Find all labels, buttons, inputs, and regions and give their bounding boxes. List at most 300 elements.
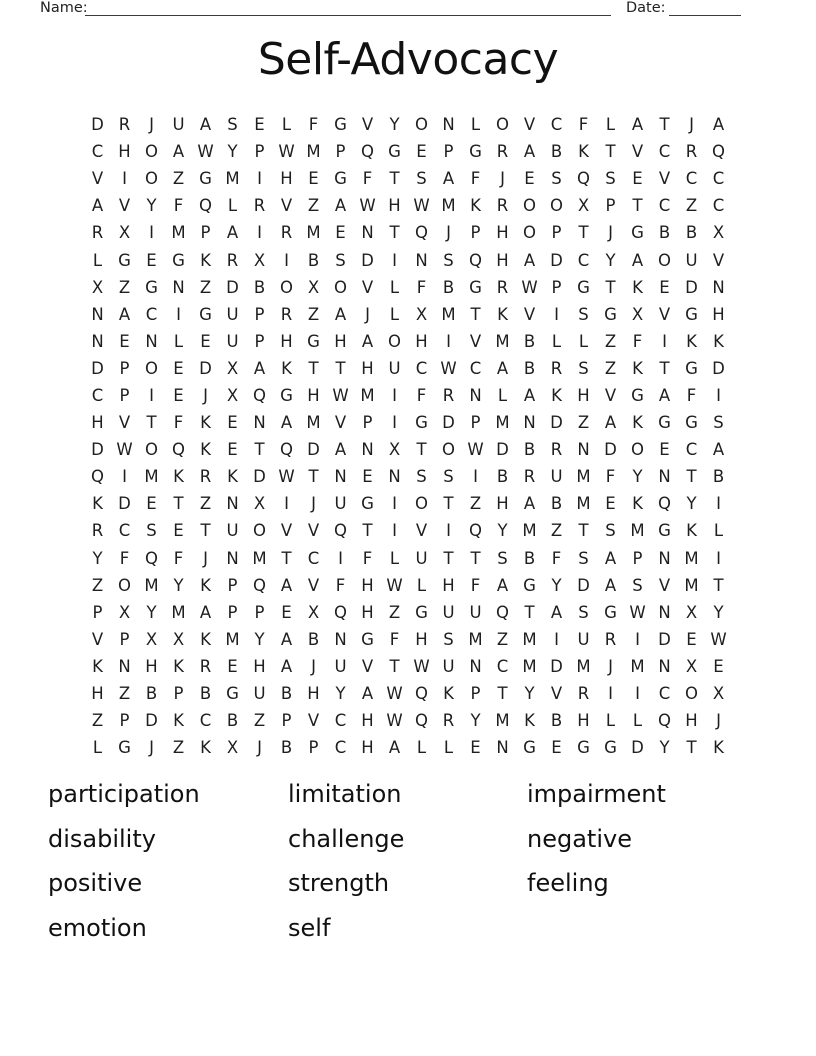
grid-cell: G bbox=[118, 738, 131, 758]
word-list-column bbox=[527, 772, 786, 950]
grid-cell: G bbox=[469, 277, 482, 297]
grid-cell: P bbox=[254, 304, 265, 324]
grid-cell: K bbox=[470, 196, 481, 216]
grid-cell: S bbox=[416, 169, 427, 189]
grid-cell: N bbox=[172, 277, 185, 297]
grid-cell: N bbox=[442, 115, 455, 135]
grid-cell: V bbox=[523, 115, 536, 135]
grid-cell: F bbox=[362, 548, 373, 568]
grid-cell: P bbox=[254, 142, 265, 162]
grid-cell: V bbox=[631, 142, 644, 162]
grid-cell: G bbox=[199, 169, 212, 189]
grid-cell: N bbox=[496, 738, 509, 758]
grid-cell: G bbox=[685, 413, 698, 433]
grid-cell: G bbox=[334, 169, 347, 189]
grid-cell: Y bbox=[335, 684, 346, 704]
grid-cell: F bbox=[308, 115, 319, 135]
grid-cell: A bbox=[604, 413, 617, 433]
grid-cell: E bbox=[227, 656, 238, 676]
grid-cell: V bbox=[118, 413, 131, 433]
grid-cell: Z bbox=[550, 521, 563, 541]
grid-cell: P bbox=[605, 196, 616, 216]
grid-cell: T bbox=[308, 467, 319, 487]
grid-cell: X bbox=[712, 223, 725, 243]
grid-cell: C bbox=[685, 440, 698, 460]
grid-cell: I bbox=[149, 223, 154, 243]
grid-cell: S bbox=[146, 521, 157, 541]
grid-cell: T bbox=[146, 413, 157, 433]
grid-cell: G bbox=[685, 358, 698, 378]
grid-cell: F bbox=[335, 575, 346, 595]
grid-cell: V bbox=[361, 656, 374, 676]
grid-cell: Y bbox=[524, 684, 535, 704]
grid-cell: M bbox=[495, 331, 510, 351]
grid-cell: I bbox=[284, 494, 289, 514]
grid-cell: L bbox=[389, 304, 400, 324]
grid-cell: M bbox=[576, 656, 591, 676]
grid-cell: N bbox=[658, 467, 671, 487]
grid-cell: K bbox=[632, 277, 643, 297]
grid-cell: D bbox=[442, 413, 455, 433]
grid-cell: O bbox=[523, 223, 536, 243]
grid-cell: M bbox=[441, 196, 456, 216]
grid-cell: C bbox=[91, 142, 104, 162]
grid-cell: G bbox=[145, 277, 158, 297]
grid-cell: N bbox=[469, 656, 482, 676]
grid-cell: Z bbox=[253, 711, 266, 731]
grid-cell: K bbox=[92, 656, 103, 676]
grid-cell: Z bbox=[307, 196, 320, 216]
grid-cell: A bbox=[334, 304, 347, 324]
grid-cell: L bbox=[578, 331, 589, 351]
grid-cell: S bbox=[605, 169, 616, 189]
grid-cell: A bbox=[334, 440, 347, 460]
grid-cell: Q bbox=[172, 440, 185, 460]
grid-cell: D bbox=[145, 711, 158, 731]
grid-cell: C bbox=[118, 521, 131, 541]
grid-cell: T bbox=[605, 277, 616, 297]
grid-cell: H bbox=[496, 250, 509, 270]
grid-cell: C bbox=[307, 548, 320, 568]
grid-cell: I bbox=[257, 223, 262, 243]
grid-cell: T bbox=[389, 169, 400, 189]
grid-cell: H bbox=[145, 656, 158, 676]
word-list-item: challenge bbox=[288, 824, 405, 853]
grid-cell: T bbox=[389, 656, 400, 676]
grid-cell: E bbox=[173, 521, 184, 541]
grid-cell: N bbox=[658, 602, 671, 622]
grid-cell: N bbox=[577, 440, 590, 460]
grid-cell: H bbox=[361, 358, 374, 378]
grid-cell: M bbox=[630, 656, 645, 676]
grid-cell: O bbox=[442, 440, 455, 460]
grid-cell: L bbox=[416, 575, 427, 595]
grid-cell: L bbox=[443, 738, 454, 758]
grid-cell: G bbox=[604, 304, 617, 324]
grid-cell: H bbox=[388, 196, 401, 216]
grid-cell: P bbox=[119, 358, 130, 378]
grid-cell: U bbox=[577, 629, 590, 649]
grid-cell: T bbox=[443, 494, 454, 514]
grid-cell: C bbox=[685, 169, 698, 189]
grid-cell: G bbox=[631, 223, 644, 243]
grid-cell: Q bbox=[415, 223, 428, 243]
grid-cell: Y bbox=[686, 494, 697, 514]
grid-cell: A bbox=[226, 223, 239, 243]
date-blank-line bbox=[669, 2, 741, 16]
grid-cell: H bbox=[118, 142, 131, 162]
grid-cell: B bbox=[523, 548, 536, 568]
grid-cell: A bbox=[361, 331, 374, 351]
grid-cell: J bbox=[608, 223, 613, 243]
grid-cell: P bbox=[119, 711, 130, 731]
grid-cell: R bbox=[442, 711, 455, 731]
grid-cell: P bbox=[254, 602, 265, 622]
grid-cell: W bbox=[332, 385, 349, 405]
grid-cell: Q bbox=[415, 684, 428, 704]
grid-cell: U bbox=[226, 304, 239, 324]
grid-cell: O bbox=[280, 277, 293, 297]
grid-cell: P bbox=[551, 223, 562, 243]
grid-cell: A bbox=[280, 656, 293, 676]
grid-cell: I bbox=[446, 521, 451, 541]
grid-cell: J bbox=[311, 494, 316, 514]
grid-cell: H bbox=[415, 331, 428, 351]
grid-cell: T bbox=[524, 602, 535, 622]
word-list-item: negative bbox=[527, 824, 632, 853]
grid-cell: Y bbox=[470, 711, 481, 731]
grid-cell: I bbox=[446, 331, 451, 351]
grid-cell: W bbox=[278, 467, 295, 487]
grid-cell: H bbox=[91, 413, 104, 433]
grid-cell: M bbox=[144, 575, 159, 595]
grid-cell: M bbox=[441, 304, 456, 324]
grid-cell: D bbox=[91, 358, 104, 378]
grid-cell: I bbox=[554, 629, 559, 649]
grid-cell: Y bbox=[146, 602, 157, 622]
grid-cell: T bbox=[200, 521, 211, 541]
grid-cell: R bbox=[253, 196, 266, 216]
grid-cell: Z bbox=[604, 331, 617, 351]
grid-cell: P bbox=[551, 277, 562, 297]
grid-cell: K bbox=[632, 358, 643, 378]
grid-cell: L bbox=[389, 548, 400, 568]
grid-cell: H bbox=[442, 575, 455, 595]
grid-cell: B bbox=[523, 358, 536, 378]
grid-cell: X bbox=[253, 494, 266, 514]
grid-cell: I bbox=[392, 413, 397, 433]
grid-cell: X bbox=[415, 304, 428, 324]
grid-cell: Q bbox=[469, 521, 482, 541]
grid-cell: F bbox=[686, 385, 697, 405]
grid-cell: K bbox=[92, 494, 103, 514]
grid-cell: M bbox=[495, 711, 510, 731]
grid-cell: S bbox=[578, 358, 589, 378]
grid-cell: D bbox=[550, 413, 563, 433]
grid-cell: N bbox=[361, 223, 374, 243]
grid-cell: R bbox=[280, 304, 293, 324]
grid-cell: T bbox=[497, 684, 508, 704]
grid-cell: G bbox=[631, 385, 644, 405]
grid-cell: A bbox=[523, 494, 536, 514]
grid-cell: P bbox=[632, 548, 643, 568]
grid-cell: U bbox=[550, 467, 563, 487]
grid-cell: K bbox=[713, 331, 724, 351]
grid-cell: X bbox=[631, 304, 644, 324]
grid-cell: H bbox=[361, 711, 374, 731]
grid-cell: I bbox=[284, 250, 289, 270]
grid-cell: E bbox=[632, 169, 643, 189]
grid-cell: S bbox=[578, 602, 589, 622]
grid-cell: V bbox=[604, 385, 617, 405]
grid-cell: T bbox=[659, 358, 670, 378]
grid-cell: B bbox=[280, 684, 293, 704]
grid-cell: G bbox=[415, 602, 428, 622]
grid-cell: I bbox=[608, 684, 613, 704]
grid-cell: G bbox=[415, 413, 428, 433]
grid-cell: C bbox=[550, 115, 563, 135]
grid-cell: Z bbox=[496, 629, 509, 649]
grid-cell: F bbox=[551, 548, 562, 568]
grid-cell: F bbox=[578, 115, 589, 135]
grid-cell: K bbox=[443, 684, 454, 704]
word-search-grid bbox=[84, 111, 732, 761]
grid-cell: T bbox=[470, 304, 481, 324]
grid-cell: M bbox=[576, 467, 591, 487]
grid-cell: E bbox=[524, 169, 535, 189]
grid-cell: A bbox=[334, 196, 347, 216]
grid-cell: X bbox=[91, 277, 104, 297]
grid-cell: M bbox=[360, 385, 375, 405]
grid-cell: R bbox=[523, 467, 536, 487]
grid-cell: T bbox=[659, 115, 670, 135]
grid-cell: N bbox=[145, 331, 158, 351]
grid-cell: J bbox=[608, 656, 613, 676]
grid-cell: M bbox=[306, 413, 321, 433]
grid-cell: M bbox=[684, 548, 699, 568]
grid-cell: R bbox=[91, 521, 104, 541]
grid-cell: W bbox=[116, 440, 133, 460]
grid-cell: D bbox=[577, 575, 590, 595]
grid-cell: K bbox=[686, 521, 697, 541]
grid-cell: G bbox=[199, 304, 212, 324]
grid-cell: V bbox=[658, 304, 671, 324]
grid-cell: I bbox=[716, 385, 721, 405]
grid-cell: V bbox=[91, 169, 104, 189]
grid-cell: Z bbox=[199, 494, 212, 514]
grid-cell: W bbox=[440, 358, 457, 378]
grid-cell: K bbox=[200, 738, 211, 758]
grid-cell: P bbox=[200, 223, 211, 243]
grid-cell: Q bbox=[415, 711, 428, 731]
grid-cell: B bbox=[442, 277, 455, 297]
grid-cell: I bbox=[149, 385, 154, 405]
grid-cell: P bbox=[470, 413, 481, 433]
grid-cell: U bbox=[172, 115, 185, 135]
grid-cell: P bbox=[119, 385, 130, 405]
grid-cell: C bbox=[658, 196, 671, 216]
grid-cell: L bbox=[470, 115, 481, 135]
grid-cell: F bbox=[119, 548, 130, 568]
grid-cell: Y bbox=[227, 142, 238, 162]
grid-cell: G bbox=[307, 331, 320, 351]
grid-cell: F bbox=[605, 467, 616, 487]
grid-cell: I bbox=[716, 548, 721, 568]
grid-cell: O bbox=[145, 358, 158, 378]
grid-cell: X bbox=[712, 684, 725, 704]
grid-cell: A bbox=[91, 196, 104, 216]
grid-cell: M bbox=[576, 494, 591, 514]
grid-cell: L bbox=[605, 115, 616, 135]
grid-cell: Q bbox=[658, 711, 671, 731]
grid-cell: D bbox=[199, 358, 212, 378]
grid-cell: P bbox=[227, 575, 238, 595]
grid-cell: A bbox=[199, 602, 212, 622]
grid-cell: D bbox=[496, 440, 509, 460]
grid-cell: V bbox=[469, 331, 482, 351]
grid-cell: I bbox=[392, 494, 397, 514]
grid-cell: N bbox=[91, 331, 104, 351]
grid-cell: L bbox=[281, 115, 292, 135]
grid-cell: L bbox=[605, 711, 616, 731]
grid-cell: Q bbox=[469, 250, 482, 270]
grid-cell: A bbox=[658, 385, 671, 405]
grid-cell: W bbox=[386, 575, 403, 595]
grid-cell: B bbox=[550, 494, 563, 514]
grid-cell: I bbox=[122, 467, 127, 487]
grid-cell: E bbox=[119, 331, 130, 351]
grid-cell: B bbox=[145, 684, 158, 704]
grid-cell: Q bbox=[253, 575, 266, 595]
grid-cell: I bbox=[392, 521, 397, 541]
grid-cell: F bbox=[416, 385, 427, 405]
grid-cell: L bbox=[227, 196, 238, 216]
grid-cell: T bbox=[578, 223, 589, 243]
grid-cell: B bbox=[523, 331, 536, 351]
grid-cell: S bbox=[443, 250, 454, 270]
grid-cell: W bbox=[278, 142, 295, 162]
grid-cell: P bbox=[92, 602, 103, 622]
grid-cell: A bbox=[442, 169, 455, 189]
grid-cell: E bbox=[146, 494, 157, 514]
grid-cell: I bbox=[392, 250, 397, 270]
grid-cell: Y bbox=[605, 250, 616, 270]
grid-cell: X bbox=[685, 656, 698, 676]
grid-cell: G bbox=[523, 575, 536, 595]
grid-cell: D bbox=[685, 277, 698, 297]
word-list-item: positive bbox=[48, 869, 143, 897]
grid-cell: G bbox=[361, 494, 374, 514]
grid-cell: U bbox=[685, 250, 698, 270]
grid-cell: X bbox=[226, 738, 239, 758]
grid-cell: S bbox=[443, 467, 454, 487]
grid-cell: O bbox=[145, 169, 158, 189]
grid-cell: D bbox=[658, 629, 671, 649]
grid-cell: A bbox=[631, 250, 644, 270]
grid-cell: Z bbox=[118, 684, 131, 704]
grid-cell: O bbox=[496, 115, 509, 135]
grid-cell: T bbox=[389, 223, 400, 243]
grid-cell: U bbox=[442, 602, 455, 622]
grid-cell: G bbox=[604, 602, 617, 622]
grid-cell: G bbox=[388, 142, 401, 162]
grid-cell: B bbox=[685, 223, 698, 243]
grid-cell: D bbox=[91, 440, 104, 460]
grid-cell: N bbox=[334, 467, 347, 487]
grid-cell: A bbox=[604, 548, 617, 568]
grid-cell: A bbox=[118, 304, 131, 324]
grid-cell: V bbox=[658, 575, 671, 595]
grid-cell: I bbox=[635, 684, 640, 704]
grid-cell: R bbox=[604, 629, 617, 649]
grid-cell: A bbox=[280, 413, 293, 433]
grid-cell: T bbox=[416, 440, 427, 460]
grid-cell: E bbox=[308, 169, 319, 189]
grid-cell: O bbox=[523, 196, 536, 216]
grid-cell: V bbox=[361, 277, 374, 297]
grid-cell: M bbox=[171, 223, 186, 243]
grid-cell: Z bbox=[91, 575, 104, 595]
grid-cell: K bbox=[200, 629, 211, 649]
word-list-item: self bbox=[288, 913, 331, 942]
grid-cell: V bbox=[91, 629, 104, 649]
grid-cell: R bbox=[226, 250, 239, 270]
grid-cell: J bbox=[203, 548, 208, 568]
grid-cell: L bbox=[389, 277, 400, 297]
grid-cell: Q bbox=[361, 142, 374, 162]
grid-cell: Z bbox=[469, 494, 482, 514]
grid-cell: V bbox=[307, 711, 320, 731]
grid-cell: S bbox=[227, 115, 238, 135]
word-list-column bbox=[288, 772, 527, 950]
grid-cell: C bbox=[91, 385, 104, 405]
grid-cell: X bbox=[685, 602, 698, 622]
grid-cell: F bbox=[632, 331, 643, 351]
grid-cell: E bbox=[227, 440, 238, 460]
grid-cell: N bbox=[523, 413, 536, 433]
grid-cell: V bbox=[712, 250, 725, 270]
grid-cell: F bbox=[173, 196, 184, 216]
grid-cell: S bbox=[416, 467, 427, 487]
grid-cell: X bbox=[307, 602, 320, 622]
grid-cell: R bbox=[199, 467, 212, 487]
grid-cell: E bbox=[713, 656, 724, 676]
grid-cell: N bbox=[712, 277, 725, 297]
grid-cell: N bbox=[118, 656, 131, 676]
grid-cell: O bbox=[550, 196, 563, 216]
grid-cell: Z bbox=[172, 169, 185, 189]
grid-cell: J bbox=[500, 169, 505, 189]
grid-cell: Z bbox=[91, 711, 104, 731]
grid-cell: O bbox=[658, 250, 671, 270]
grid-cell: X bbox=[226, 358, 239, 378]
grid-cell: T bbox=[254, 440, 265, 460]
grid-cell: G bbox=[226, 684, 239, 704]
grid-cell: R bbox=[280, 223, 293, 243]
grid-cell: S bbox=[578, 304, 589, 324]
grid-cell: X bbox=[172, 629, 185, 649]
grid-cell: I bbox=[662, 331, 667, 351]
grid-cell: M bbox=[144, 467, 159, 487]
grid-cell: Y bbox=[551, 575, 562, 595]
grid-cell: Y bbox=[632, 467, 643, 487]
grid-cell: H bbox=[361, 575, 374, 595]
grid-cell: G bbox=[577, 738, 590, 758]
grid-cell: W bbox=[629, 602, 646, 622]
grid-cell: Q bbox=[199, 196, 212, 216]
grid-cell: Y bbox=[713, 602, 724, 622]
grid-cell: I bbox=[473, 467, 478, 487]
